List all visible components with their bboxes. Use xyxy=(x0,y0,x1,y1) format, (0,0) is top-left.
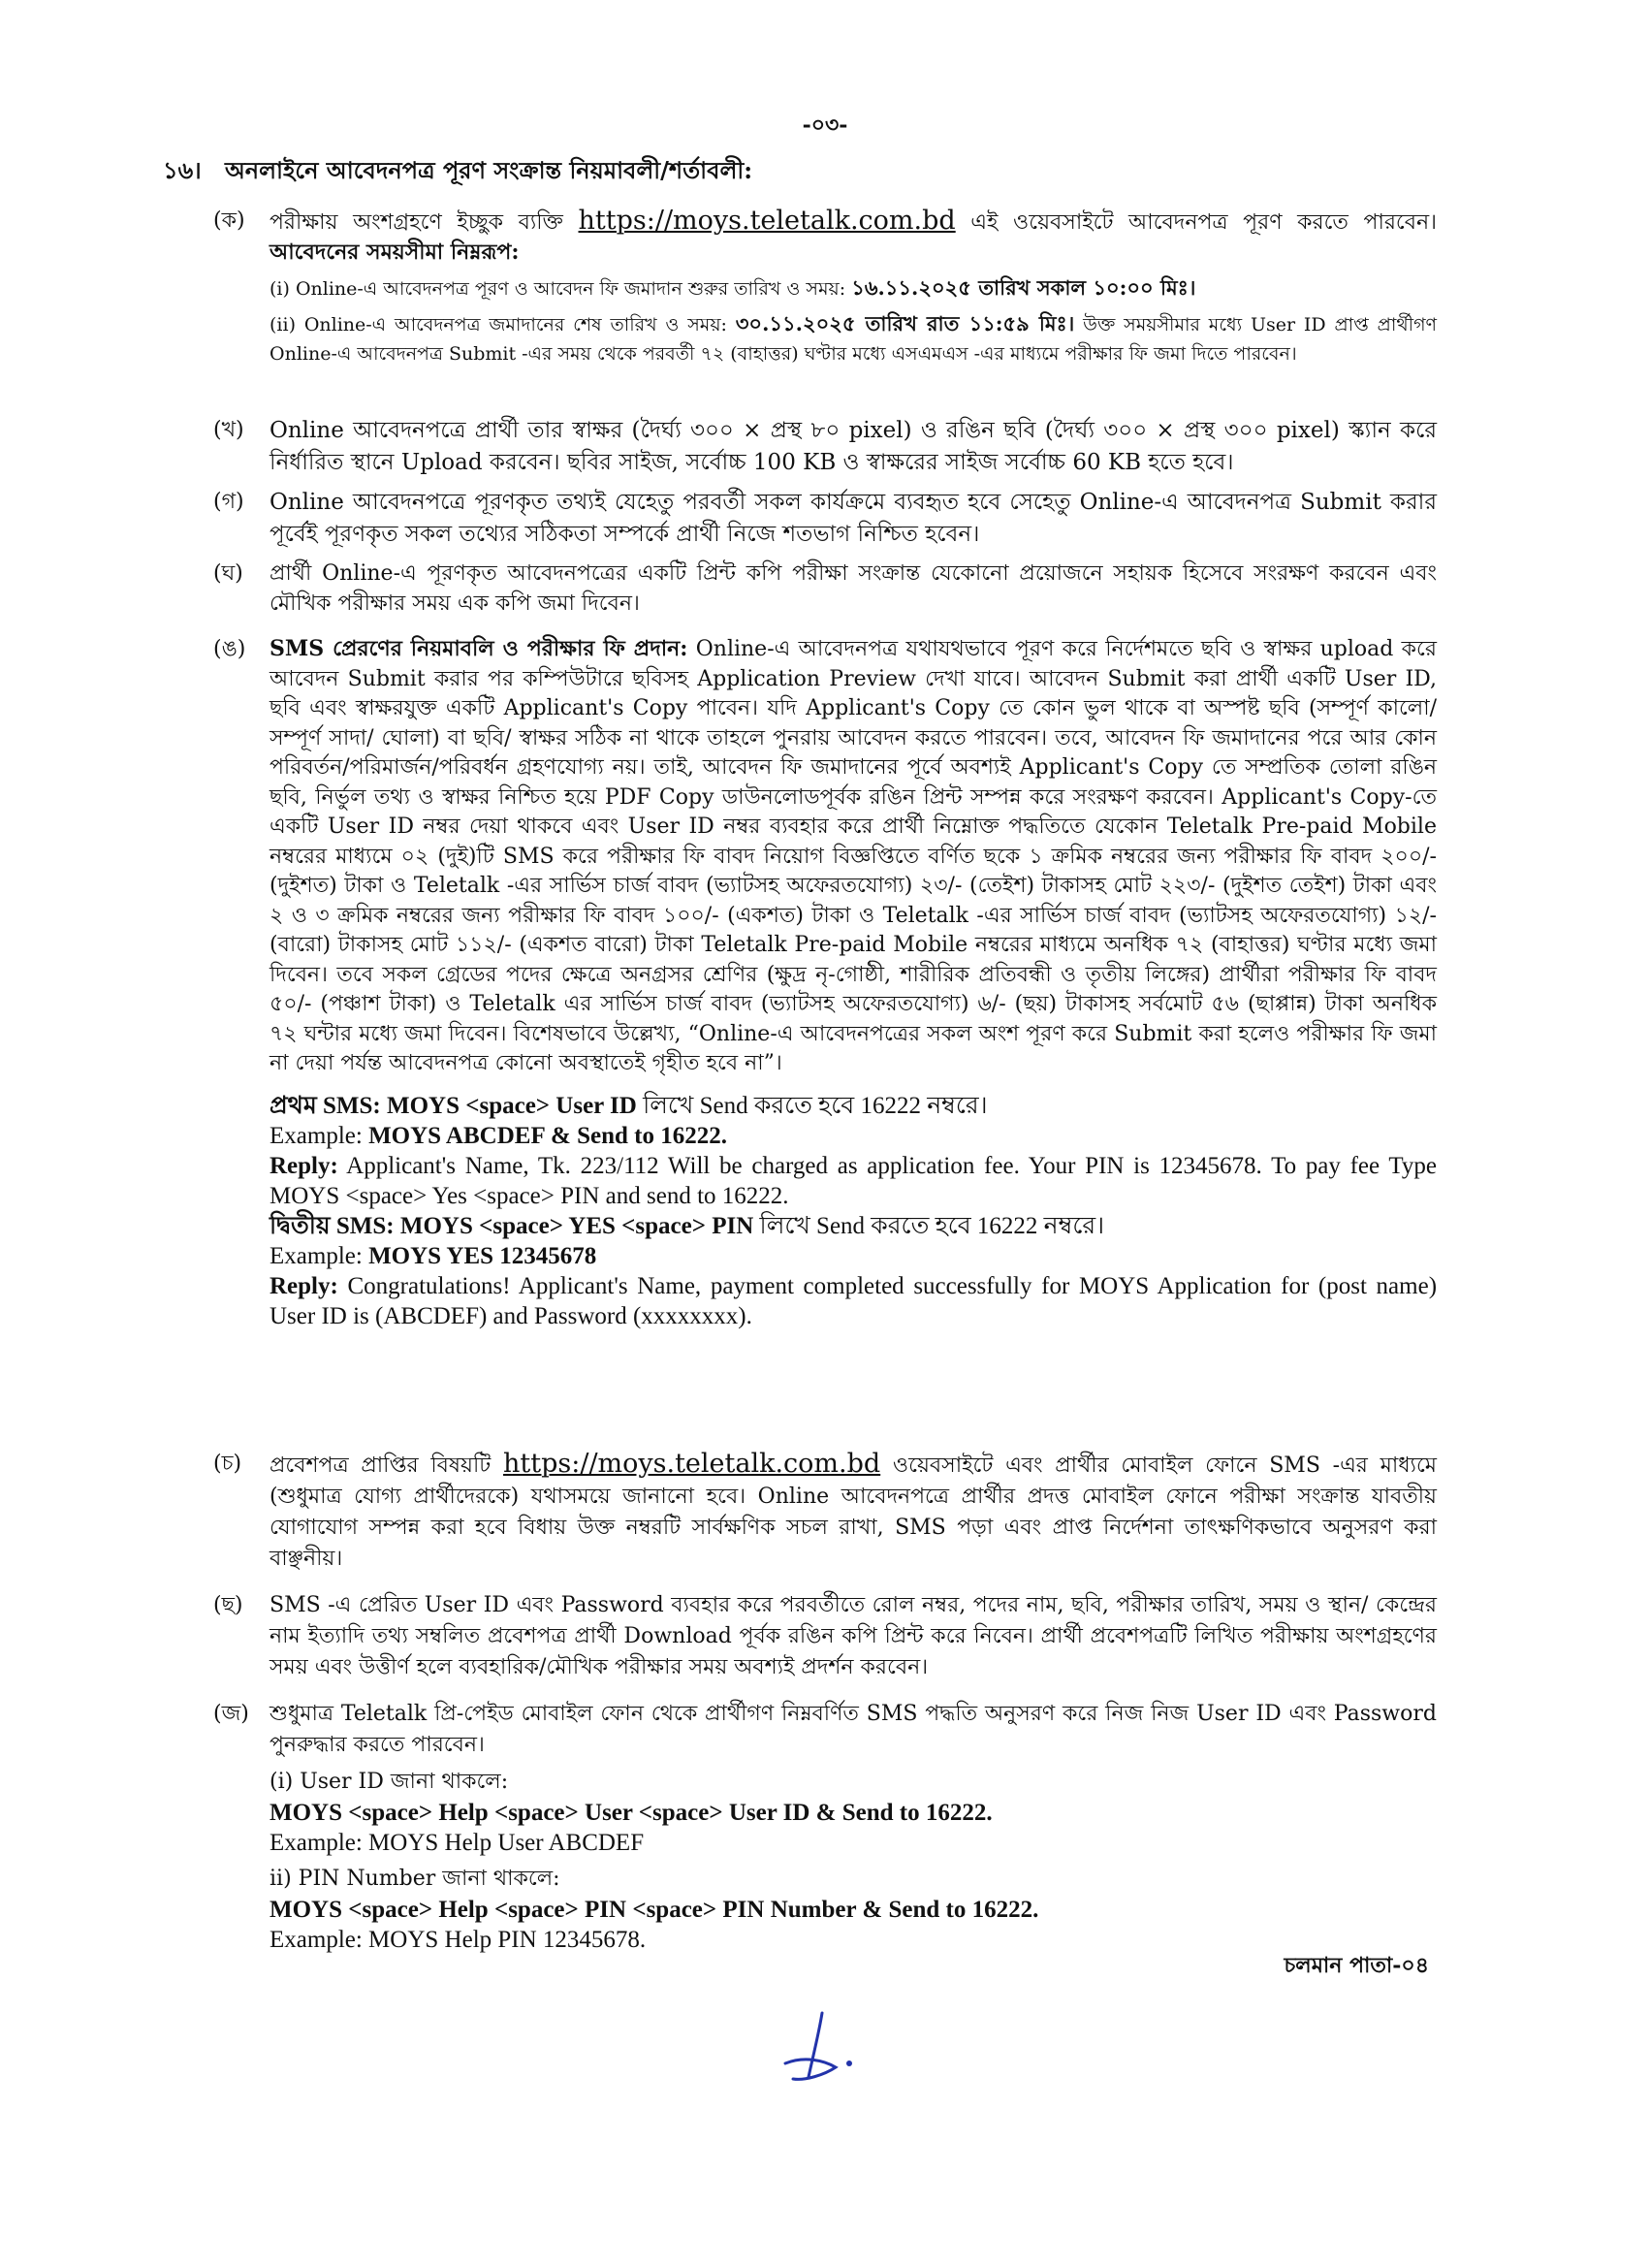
clause-ga-text: Online আবেদনপত্রে পূরণকৃত তথ্যই যেহেতু পরবর্তী সকল কার্যক্রমে ব্যবহৃত হবে সেহেতু Online-এ আবেদনপত্র Submit করার পূর্বেই পূরণকৃত সকল তথ্যের সঠিকতা সম্পর্কে প্রার্থী নিজে শতভাগ নিশ্চিত হবেন। xyxy=(270,490,1437,547)
clause-chha-label: (ছ) xyxy=(213,1593,243,1617)
sms-rules-text: Online-এ আবেদনপত্র যথাযথভাবে পূরণ করে নির্দেশমতে ছবি ও স্বাক্ষর upload করে আবেদন Submit করার পর কম্পিউটারে ছবিসহ Application Preview দেখা যাবে। আবেদন Submit করা প্রার্থী একটি User ID, ছবি এবং স্বাক্ষরযুক্ত একটি Applicant's Copy পাবেন। যদি Applicant's Copy তে কোন ভুল থাকে বা অস্পষ্ট ছবি (সম্পূর্ণ কালো/ সম্পূর্ণ সাদা/ ঘোলা) বা ছবি/ স্বাক্ষর সঠিক না থাকে তাহলে পুনরায় আবেদন করতে পারবেন। তবে, আবেদন ফি জমাদানের পরে আর কোন পরিবর্তন/পরিমার্জন/পরিবর্ধন গ্রহণযোগ্য নয়। তাই, আবেদন ফি জমাদানের পূর্বে অবশ্যই Applicant's Copy তে সম্প্রতিক তোলা রঙিন ছবি, নির্ভুল তথ্য ও স্বাক্ষর নিশ্চিত হয়ে PDF Copy ডাউনলোডপূর্বক রঙিন প্রিন্ট সম্পন্ন করে সংরক্ষণ করবেন। Applicant's Copy-তে একটি User ID নম্বর দেয়া থাকবে এবং User ID নম্বর ব্যবহার করে প্রার্থী নিম্নোক্ত পদ্ধতিতে যেকোন Teletalk Pre-paid Mobile নম্বরের মাধ্যমে ০২ (দুই)টি SMS করে পরীক্ষার ফি বাবদ নিয়োগ বিজ্ঞপ্তিতে বর্ণিত ছকে ১ ক্রমিক নম্বরের জন্য পরীক্ষার ফি বাবদ ২০০/- (দুইশত) টাকা ও Teletalk -এর সার্ভিস চার্জ বাবদ (ভ্যাটসহ অফেরতযোগ্য) ২৩/- (তেইশ) টাকাসহ মোট ২২৩/- (দুইশত তেইশ) টাকা এবং ২ ও ৩ ক্রমিক নম্বরের জন্য পরীক্ষার ফি বাবদ ১০০/- (একশত) টাকা ও Teletalk -এর সার্ভিস চার্জ বাবদ (ভ্যাটসহ অফেরতযোগ্য) ১২/- (বারো) টাকাসহ মোট ১১২/- (একশত বারো) টাকা Teletalk Pre-paid Mobile নম্বরের মাধ্যমে অনধিক ৭২ (বাহাত্তর) ঘণ্টার মধ্যে জমা দিবেন। তবে সকল গ্রেডের পদের ক্ষেত্রে অনগ্রসর শ্রেণির (ক্ষুদ্র নৃ-গোষ্ঠী, শারীরিক প্রতিবন্ধী ও তৃতীয় লিঙ্গের) প্রার্থীরা পরীক্ষার ফি বাবদ ৫০/- (পঞ্চাশ টাকা) ও Teletalk এর সার্ভিস চার্জ বাবদ (ভ্যাটসহ অফেরতযোগ্য) ৬/- (ছয়) টাকাসহ সর্বমোট ৫৬ (ছাপ্পান্ন) টাকা অনধিক ৭২ ঘন্টার মধ্যে জমা দিবেন। বিশেষভাবে উল্লেখ্য, “Online-এ আবেদনপত্রের সকল অংশ পূরণ করে Submit করা হলেও পরীক্ষার ফি জমা না দেয়া পর্যন্ত আবেদনপত্র কোনো অবস্থাতেই গৃহীত হবে না”। xyxy=(270,637,1437,1075)
first-sms-reply: Reply: Applicant's Name, Tk. 223/112 Will be charged as application fee. Your PIN is 12345678. To pay fee Type MOYS <space> Yes <space> PIN and send to 16222. xyxy=(270,1152,1438,1209)
second-sms-example: Example: MOYS YES 12345678 xyxy=(270,1242,597,1269)
clause-ga xyxy=(213,487,1437,551)
recover-pin-format: MOYS <space> Help <space> PIN <space> PIN Number & Send to 16222. xyxy=(270,1897,1039,1923)
clause-umo xyxy=(213,634,1437,1331)
clause-cha: (চ) প্রবেশপত্র প্রাপ্তির বিষয়টি https://moys.teletalk.com.bd ওয়েবসাইটে এবং প্রার্থীর মোবাইল ফোনে SMS -এর মাধ্যমে (শুধুমাত্র যোগ্য প্রার্থীদেরকে) যথাসময়ে জানানো হবে। Online আবেদনপত্রে প্রার্থীর প্রদত্ত মোবাইল ফোনে পরীক্ষা সংক্রান্ত যাবতীয় যোগাযোগ সম্পন্ন করা হবে বিধায় উক্ত নম্বরটি সার্বক্ষণিক সচল রাখা, SMS পড়া এবং প্রাপ্ত নির্দেশনা তাৎক্ষণিকভাবে অনুসরণ করা বাঞ্ছনীয়। xyxy=(213,1449,1437,1571)
clause-ka-deadline-heading: আবেদনের সময়সীমা নিম্নরূপ: xyxy=(270,240,520,265)
first-sms-format: MOYS <space> User ID xyxy=(386,1092,637,1119)
clause-chha-text: SMS -এ প্রেরিত User ID এবং Password ব্যবহার করে পরবর্তীতে রোল নম্বর, পদের নাম, ছবি, পরীক্ষার তারিখ, সময় ও স্থান/ কেন্দ্রের নাম ইত্যাদি তথ্য সম্বলিত প্রবেশপত্র প্রার্থী Download পূর্বক রঙিন কপি প্রিন্ট করে নিবেন। প্রার্থী প্রবেশপত্রটি লিখিত পরীক্ষায় অংশগ্রহণের সময় এবং উত্তীর্ণ হলে ব্যবহারিক/মৌখিক পরীক্ষার সময় অবশ্যই প্রদর্শন করবেন। xyxy=(270,1593,1437,1679)
clause-ja-label: (জ) xyxy=(213,1702,249,1726)
clause-ja xyxy=(213,1699,1437,1955)
first-sms-instruction: প্রথম SMS: MOYS <space> User ID লিখে Send করতে হবে 16222 নম্বরে। xyxy=(270,1092,988,1119)
second-sms-format: MOYS <space> YES <space> PIN xyxy=(399,1212,754,1239)
clause-kha-label: (খ) xyxy=(213,418,244,442)
section-heading xyxy=(163,153,752,192)
admit-card-website-link[interactable]: https://moys.teletalk.com.bd xyxy=(503,1449,881,1479)
application-website-link[interactable]: https://moys.teletalk.com.bd xyxy=(578,206,956,236)
clause-cha-label: (চ) xyxy=(213,1452,242,1476)
recover-user-id-heading: (i) User ID জানা থাকলে: xyxy=(270,1770,509,1794)
end-date-value: ৩০.১১.২০২৫ তারিখ রাত ১১:৫৯ মিঃ। xyxy=(735,311,1075,335)
clause-ja-text: শুধুমাত্র Teletalk প্রি-পেইড মোবাইল ফোন থেকে প্রার্থীগণ নিম্নবর্ণিত SMS পদ্ধতি অনুসরণ করে নিজ নিজ User ID এবং Password পুনরুদ্ধার করতে পারবেন। xyxy=(270,1702,1437,1757)
recover-user-id-format: MOYS <space> Help <space> User <space> User ID & Send to 16222. xyxy=(270,1800,993,1826)
section-title: অনলাইনে আবেদনপত্র পূরণ সংক্রান্ত নিয়মাবলী/শর্তাবলী: xyxy=(225,156,753,184)
second-sms-reply: Reply: Congratulations! Applicant's Name, payment completed successfully for MOYS Application for (post name) User ID is (ABCDEF) and Password (xxxxxxxx). xyxy=(270,1272,1438,1329)
clause-ka-start-date: (i) Online-এ আবেদনপত্র পূরণ ও আবেদন ফি জমাদান শুরুর তারিখ ও সময়: ১৬.১১.২০২৫ তারিখ সকাল ১০:০০ মিঃ। xyxy=(270,275,1196,300)
recover-user-id-example: Example: MOYS Help User ABCDEF xyxy=(270,1830,645,1856)
clause-ka-text-1: পরীক্ষায় অংশগ্রহণে ইচ্ছুক ব্যক্তি xyxy=(270,210,563,235)
clause-gha-label: (ঘ) xyxy=(213,561,243,586)
clause-ka-text-2: এই ওয়েবসাইটে আবেদনপত্র পূরণ করতে পারবেন। xyxy=(970,210,1438,235)
sms-rules-heading: SMS প্রেরণের নিয়মাবলি ও পরীক্ষার ফি প্রদান: xyxy=(270,636,688,661)
second-sms-instruction: দ্বিতীয় SMS: MOYS <space> YES <space> PIN লিখে Send করতে হবে 16222 নম্বরে। xyxy=(270,1212,1105,1239)
page-number: -০৩- xyxy=(802,112,848,138)
clause-chha xyxy=(213,1590,1437,1683)
clause-ka-end-date: (ii) Online-এ আবেদনপত্র জমাদানের শেষ তারিখ ও সময়: ৩০.১১.২০২৫ তারিখ রাত ১১:৫৯ মিঃ। উক্ত সময়সীমার মধ্যে User ID প্রাপ্ত প্রার্থীগণ Online-এ আবেদনপত্র Submit -এর সময় থেকে পরবর্তী ৭২ (বাহাত্তর) ঘণ্টার মধ্যে এসএমএস -এর মাধ্যমে পরীক্ষার ফি জমা দিতে পারবেন। xyxy=(270,311,1438,365)
clause-ga-label: (গ) xyxy=(213,490,244,514)
clause-ka-label: (ক) xyxy=(213,208,245,233)
recover-pin-example: Example: MOYS Help PIN 12345678. xyxy=(270,1927,647,1953)
recover-pin-heading: ii) PIN Number জানা থাকলে: xyxy=(270,1867,560,1891)
start-date-value: ১৬.১১.২০২৫ তারিখ সকাল ১০:০০ মিঃ। xyxy=(851,275,1196,300)
first-sms-example: Example: MOYS ABCDEF & Send to 16222. xyxy=(270,1122,727,1149)
clause-kha xyxy=(213,415,1437,479)
clause-gha xyxy=(213,559,1437,619)
clause-gha-text: প্রার্থী Online-এ পূরণকৃত আবেদনপত্রের একটি প্রিন্ট কপি পরীক্ষা সংক্রান্ত যেকোনো প্রয়োজনে সহায়ক হিসেবে সংরক্ষণ করবেন এবং মৌখিক পরীক্ষার সময় এক কপি জমা দিবেন। xyxy=(270,561,1437,616)
signature-initial xyxy=(766,2007,873,2094)
clause-cha-text: ওয়েবসাইটে এবং প্রার্থীর মোবাইল ফোনে SMS -এর মাধ্যমে (শুধুমাত্র যোগ্য প্রার্থীদেরকে) যথাসময়ে জানানো হবে। Online আবেদনপত্রে প্রার্থীর প্রদত্ত মোবাইল ফোনে পরীক্ষা সংক্রান্ত যাবতীয় যোগাযোগ সম্পন্ন করা হবে বিধায় উক্ত নম্বরটি সার্বক্ষণিক সচল রাখা, SMS পড়া এবং প্রাপ্ত নির্দেশনা তাৎক্ষণিকভাবে অনুসরণ করা বাঞ্ছনীয়। xyxy=(270,1453,1437,1571)
continuation-note: চলমান পাতা-০৪ xyxy=(1284,1953,1429,1978)
section-number: ১৬। xyxy=(163,156,202,184)
clause-kha-text: Online আবেদনপত্রে প্রার্থী তার স্বাক্ষর (দৈর্ঘ্য ৩০০ × প্রস্থ ৮০ pixel) ও রঙিন ছবি (দৈর্ঘ্য ৩০০ × প্রস্থ ৩০০ pixel) স্ক্যান করে নির্ধারিত স্থানে Upload করবেন। ছবির সাইজ, সর্বোচ্চ 100 KB ও স্বাক্ষরের সাইজ সর্বোচ্চ 60 KB হতে হবে। xyxy=(270,418,1437,475)
clause-umo-label: (ঙ) xyxy=(213,637,246,661)
clause-ka xyxy=(213,206,1437,368)
